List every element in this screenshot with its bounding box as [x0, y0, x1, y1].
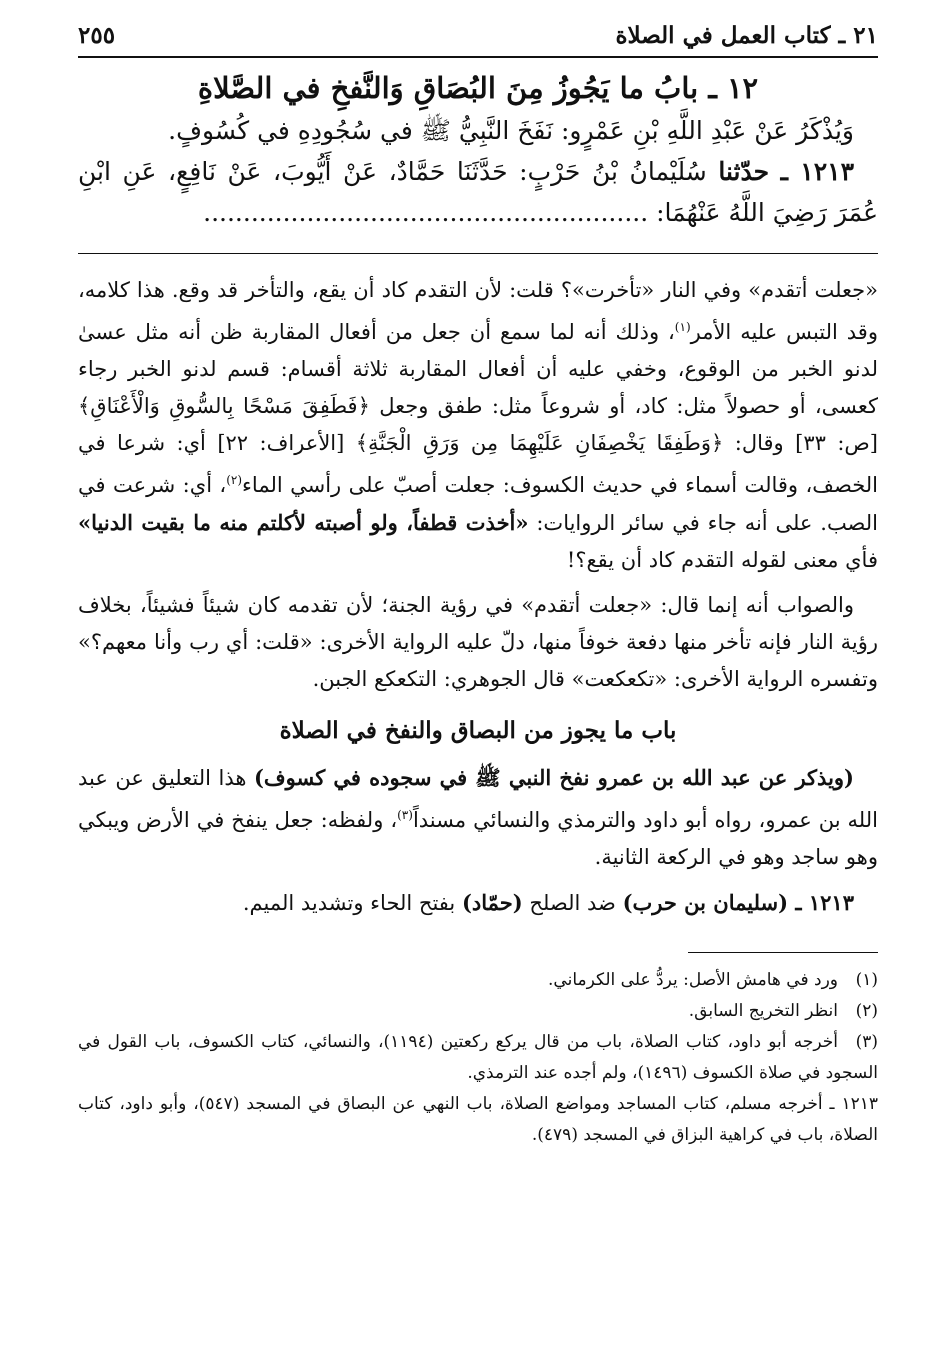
muallaq-text: وَيُذْكَرُ عَنْ عَبْدِ اللَّهِ بْنِ عَمْرٍو: نَفَخَ النَّبِيُّ ﷺ في سُجُودِهِ في كُسُوفٍ.	[168, 116, 854, 145]
footnote	[78, 1089, 878, 1151]
footnote-text: انظر التخريج السابق.	[688, 1001, 838, 1021]
commentary-text: بفتح الحاء وتشديد الميم.	[242, 891, 456, 915]
hadith-text-block	[78, 110, 878, 233]
commentary-text: هذا التعليق عن عبد الله بن عمرو، رواه أبو داود والترمذي والنسائي مسنداً	[78, 766, 878, 832]
footnote-rule	[688, 952, 878, 953]
footnotes	[78, 965, 878, 1151]
footnote-number: (٣)	[855, 1032, 878, 1052]
commentary-block	[78, 272, 878, 922]
omission-dots: ........................................................	[203, 198, 649, 227]
footnote-ref: (١)	[674, 320, 691, 334]
commentary-text: فأي معنى لقوله التقدم كاد أن يقع؟!	[566, 548, 878, 572]
commentary-bold-quote: (حمّاد)	[461, 890, 523, 915]
commentary-paragraph	[78, 272, 878, 579]
running-header	[78, 22, 878, 52]
footnote-number: ١٢١٣ ـ	[829, 1094, 879, 1114]
hadith-opener: حدّثنا	[718, 157, 770, 186]
commentary-paragraph	[78, 759, 878, 876]
bab-heading: باب ما يجوز من البصاق والنفخ في الصلاة	[279, 717, 677, 744]
hadith-isnad: سُلَيْمانُ بْنُ حَرْبٍ: حَدَّثَنَا حَمَّادٌ، عَنْ أَيُّوبَ، عَنْ نَافِعٍ، عَنِ ابْنِ عُمَرَ رَضِيَ اللَّهُ عَنْهُمَا:	[78, 157, 878, 227]
commentary-text: ، وذلك أنه لما سمع أن جعل من أفعال المقاربة ظن أنه مثل عسىٰ لدنو الخبر من الوقوع، وخفي عليه أن أفعال المقاربة ثلاثة أقسام: قسم لدنو الخبر رجاء كعسى، أو حصولاً مثل: كاد، أو شروعاً مثل: طفق وجعل ﴿فَطَفِقَ مَسْحًا بِالسُّوقِ وَالْأَعْنَاقِ﴾ [ص: ٣٣] وقال: ﴿وَطَفِقَا يَخْصِفَانِ عَلَيْهِمَا مِن وَرَقِ الْجَنَّةِ﴾ [الأعراف: ٢٢] أي: شرعا في الخصف، وقالت أسماء في حديث الكسوف: جعلت أصبّ على رأسي الماء	[78, 320, 878, 497]
header-rule	[78, 56, 878, 58]
footnote	[78, 965, 878, 996]
commentary-text: ضد الصلح	[529, 891, 616, 915]
commentary-text: ، ولفظه: جعل ينفخ في الأرض ويبكي وهو ساجد وهو في الركعة الثانية.	[78, 808, 878, 869]
commentary-paragraph: والصواب أنه إنما قال: «جعلت أتقدم» في رؤية الجنة؛ لأن تقدمه كان شيئاً فشيئاً، بخلاف رؤية النار فإنه تأخر منها دفعة خوفاً منها، دلّ عليه الرواية الأخرى: «قلت: أي رب وأنا معهم؟» وتفسره الرواية الأخرى: «تكعكعت» قال الجوهري: التكعكع الجبن.	[78, 593, 878, 691]
commentary-paragraph	[78, 884, 878, 922]
commentary-bold-quote: (ويذكر عن عبد الله بن عمرو نفخ النبي ﷺ في سجوده في كسوف)	[253, 765, 854, 790]
commentary-text: ، أي: شرعت في الصب. على أنه جاء في سائر الروايات:	[78, 473, 879, 535]
commentary-bold-quote: «أخذت قطفاً، ولو أصبته لأكلتم منه ما بقيت الدنيا»	[78, 510, 529, 535]
page-number: ٢٥٥	[78, 22, 116, 49]
hadith-number: ١٢١٣ ـ	[780, 157, 855, 186]
footnote-text: أخرجه أبو داود، كتاب الصلاة، باب من قال يركع ركعتين (١١٩٤)، والنسائي، كتاب الكسوف، باب القول في السجود في صلاة الكسوف (١٤٩٦)، ولم أجده عند الترمذي.	[78, 1032, 878, 1083]
chapter-title: ١٢ ـ بابُ ما يَجُوزُ مِنَ البُصَاقِ وَالنَّفخِ في الصَّلاةِ	[197, 71, 759, 105]
footnote-ref: (٣)	[397, 808, 413, 822]
book-page	[78, 22, 878, 1151]
footnote-text: ورد في هامش الأصل: يردُّ على الكرماني.	[548, 970, 838, 990]
commentary-rule	[78, 253, 878, 254]
footnote-text: أخرجه مسلم، كتاب المساجد ومواضع الصلاة، باب النهي عن البصاق في المسجد (٥٤٧)، وأبو داود، كتاب الصلاة، باب في كراهية البزاق في المسجد (٤٧٩).	[78, 1094, 878, 1145]
hadith-paragraph	[78, 151, 878, 233]
commentary-text: «جعلت أتقدم» وفي النار «تأخرت»؟ قلت: لأن التقدم كاد أن يقع، والتأخر قد وقع. هذا كلامه، وقد التبس عليه الأمر	[78, 278, 878, 344]
footnote-number: (٢)	[855, 1001, 878, 1021]
commentary-bold-quote: ١٢١٣ ـ (سليمان بن حرب)	[622, 890, 854, 915]
footnote-ref: (٢)	[226, 473, 243, 487]
footnote	[78, 1027, 878, 1089]
footnote	[78, 996, 878, 1027]
running-title: ٢١ ـ كتاب العمل في الصلاة	[615, 22, 878, 49]
footnote-number: (١)	[855, 970, 878, 990]
